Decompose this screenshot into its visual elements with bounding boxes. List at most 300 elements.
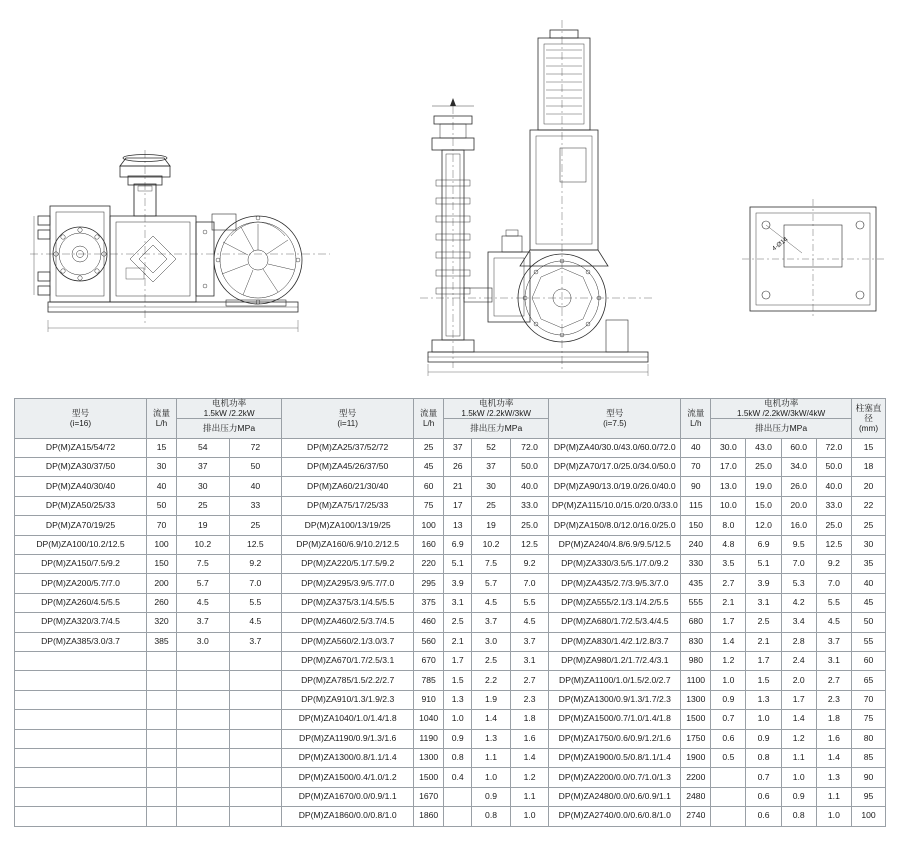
plunger-diameter-cell: 70 <box>852 690 886 709</box>
side-view-svg <box>30 150 370 350</box>
i11-pressure-cell: 1.8 <box>510 710 549 729</box>
header-power-i16-sub: 1.5kW /2.2kW <box>203 408 255 418</box>
i75-pressure-cell: 12.5 <box>816 535 851 554</box>
i75-pressure-cell: 1.7 <box>746 651 781 670</box>
i11-model-cell: DP(M)ZA45/26/37/50 <box>282 458 414 477</box>
i75-pressure-cell: 26.0 <box>781 477 816 496</box>
i11-pressure-cell: 72.0 <box>510 438 549 457</box>
i11-pressure-cell <box>444 787 472 806</box>
i75-pressure-cell: 0.6 <box>711 729 746 748</box>
i11-pressure-cell: 1.4 <box>472 710 511 729</box>
i75-pressure-cell: 0.6 <box>746 787 781 806</box>
header-power-i16 <box>177 399 282 419</box>
i11-pressure-cell: 7.5 <box>472 555 511 574</box>
i11-pressure-cell: 1.9 <box>472 690 511 709</box>
i11-pressure-cell: 30 <box>472 477 511 496</box>
i75-pressure-cell: 1.4 <box>816 748 851 767</box>
i75-pressure-cell: 2.1 <box>711 593 746 612</box>
i75-flow-cell: 240 <box>681 535 711 554</box>
header-model-i75-title: 型号 <box>606 407 624 418</box>
table-row <box>15 613 886 632</box>
i75-flow-cell: 2200 <box>681 768 711 787</box>
i75-pressure-cell: 3.7 <box>816 632 851 651</box>
i11-pressure-cell: 1.3 <box>472 729 511 748</box>
i11-pressure-cell: 12.5 <box>510 535 549 554</box>
i16-pressure-cell: 40 <box>229 477 282 496</box>
i11-pressure-cell: 3.9 <box>444 574 472 593</box>
i75-pressure-cell: 12.0 <box>746 516 781 535</box>
i16-pressure-empty <box>177 690 230 709</box>
i16-model-empty <box>15 768 147 787</box>
i16-pressure-cell: 25 <box>177 496 230 515</box>
i16-pressure-cell: 9.2 <box>229 555 282 574</box>
i11-pressure-cell: 25.0 <box>510 516 549 535</box>
header-power-i11 <box>444 399 549 419</box>
i16-flow-empty <box>147 710 177 729</box>
i16-pressure-cell: 19 <box>177 516 230 535</box>
header-model-i11-sub: (i=11) <box>337 418 358 428</box>
i11-model-cell: DP(M)ZA910/1.3/1.9/2.3 <box>282 690 414 709</box>
header-plunger-diameter-title: 柱塞直径 <box>855 402 882 423</box>
table-row <box>15 593 886 612</box>
i75-pressure-cell: 20.0 <box>781 496 816 515</box>
i75-pressure-cell: 1.1 <box>781 748 816 767</box>
table-row <box>15 729 886 748</box>
i11-flow-cell: 1300 <box>414 748 444 767</box>
header-row-1 <box>15 399 886 419</box>
plunger-diameter-cell: 25 <box>852 516 886 535</box>
i11-pressure-cell: 2.7 <box>510 671 549 690</box>
plunger-diameter-cell: 45 <box>852 593 886 612</box>
i75-flow-cell: 1900 <box>681 748 711 767</box>
i75-model-cell: DP(M)ZA2740/0.0/0.6/0.8/1.0 <box>549 807 681 826</box>
i16-model-cell: DP(M)ZA200/5.7/7.0 <box>15 574 147 593</box>
i11-pressure-cell: 10.2 <box>472 535 511 554</box>
i16-pressure-empty <box>177 787 230 806</box>
i11-pressure-cell: 1.1 <box>510 787 549 806</box>
i11-pressure-cell: 37 <box>472 458 511 477</box>
i75-pressure-cell: 1.4 <box>711 632 746 651</box>
i16-flow-cell: 260 <box>147 593 177 612</box>
i16-flow-empty <box>147 787 177 806</box>
i75-pressure-cell: 25.0 <box>746 458 781 477</box>
i16-pressure-cell: 54 <box>177 438 230 457</box>
i11-pressure-cell: 1.1 <box>472 748 511 767</box>
i75-pressure-cell: 3.9 <box>746 574 781 593</box>
i75-pressure-cell: 1.2 <box>781 729 816 748</box>
i11-flow-cell: 375 <box>414 593 444 612</box>
table-row <box>15 555 886 574</box>
i75-pressure-cell: 1.0 <box>746 710 781 729</box>
i16-model-empty <box>15 807 147 826</box>
base-plate-svg <box>740 195 890 330</box>
i11-pressure-cell: 0.8 <box>444 748 472 767</box>
i11-pressure-cell: 37 <box>444 438 472 457</box>
i16-pressure-empty <box>229 671 282 690</box>
i75-model-cell: DP(M)ZA1100/1.0/1.5/2.0/2.7 <box>549 671 681 690</box>
header-flow-i11 <box>414 399 444 439</box>
i75-pressure-cell: 0.8 <box>781 807 816 826</box>
i11-flow-cell: 1190 <box>414 729 444 748</box>
i75-flow-cell: 70 <box>681 458 711 477</box>
header-pressure-i16: 排出压力MPa <box>177 419 282 438</box>
i75-model-cell: DP(M)ZA1900/0.5/0.8/1.1/1.4 <box>549 748 681 767</box>
i11-pressure-cell: 1.0 <box>444 710 472 729</box>
table-row <box>15 807 886 826</box>
i11-model-cell: DP(M)ZA375/3.1/4.5/5.5 <box>282 593 414 612</box>
technical-drawings-area <box>0 0 900 390</box>
i75-pressure-cell: 5.1 <box>746 555 781 574</box>
i16-flow-cell: 40 <box>147 477 177 496</box>
header-flow-i75-title: 流量 <box>687 407 705 418</box>
i75-model-cell: DP(M)ZA1750/0.6/0.9/1.2/1.6 <box>549 729 681 748</box>
i16-pressure-cell: 25 <box>229 516 282 535</box>
i75-flow-cell: 555 <box>681 593 711 612</box>
i16-flow-cell: 150 <box>147 555 177 574</box>
i11-pressure-cell: 4.5 <box>510 613 549 632</box>
i75-flow-cell: 90 <box>681 477 711 496</box>
header-model-i16-sub: (i=16) <box>69 418 92 428</box>
i11-pressure-cell: 33.0 <box>510 496 549 515</box>
i75-pressure-cell: 7.0 <box>816 574 851 593</box>
i11-model-cell: DP(M)ZA560/2.1/3.0/3.7 <box>282 632 414 651</box>
i75-pressure-cell <box>711 768 746 787</box>
i11-pressure-cell: 1.5 <box>444 671 472 690</box>
i75-pressure-cell: 3.4 <box>781 613 816 632</box>
i75-pressure-cell: 72.0 <box>816 438 851 457</box>
i11-flow-cell: 1500 <box>414 768 444 787</box>
i75-pressure-cell: 1.7 <box>711 613 746 632</box>
specifications-table-container <box>14 398 886 827</box>
table-row <box>15 710 886 729</box>
i75-flow-cell: 680 <box>681 613 711 632</box>
i75-model-cell: DP(M)ZA150/8.0/12.0/16.0/25.0 <box>549 516 681 535</box>
i75-pressure-cell: 0.8 <box>746 748 781 767</box>
header-flow-i75 <box>681 399 711 439</box>
i75-model-cell: DP(M)ZA70/17.0/25.0/34.0/50.0 <box>549 458 681 477</box>
header-power-i75-sub: 1.5kW /2.2kW/3kW/4kW <box>737 408 826 418</box>
i16-pressure-cell: 3.0 <box>177 632 230 651</box>
table-row <box>15 516 886 535</box>
table-row <box>15 787 886 806</box>
i11-pressure-cell: 1.7 <box>444 651 472 670</box>
i11-pressure-cell: 25 <box>472 496 511 515</box>
i75-pressure-cell: 2.0 <box>781 671 816 690</box>
i11-pressure-cell: 26 <box>444 458 472 477</box>
i11-model-cell: DP(M)ZA295/3.9/5.7/7.0 <box>282 574 414 593</box>
i11-pressure-cell: 5.5 <box>510 593 549 612</box>
i75-pressure-cell: 3.1 <box>746 593 781 612</box>
i11-model-cell: DP(M)ZA785/1.5/2.2/2.7 <box>282 671 414 690</box>
i11-pressure-cell: 9.2 <box>510 555 549 574</box>
i11-flow-cell: 1860 <box>414 807 444 826</box>
i75-pressure-cell: 2.8 <box>781 632 816 651</box>
pump-specifications-table <box>14 398 886 827</box>
i75-pressure-cell: 2.1 <box>746 632 781 651</box>
i16-pressure-empty <box>229 729 282 748</box>
i75-pressure-cell: 4.8 <box>711 535 746 554</box>
i16-model-cell: DP(M)ZA70/19/25 <box>15 516 147 535</box>
i11-flow-cell: 1670 <box>414 787 444 806</box>
table-row <box>15 477 886 496</box>
i75-flow-cell: 2480 <box>681 787 711 806</box>
i75-model-cell: DP(M)ZA830/1.4/2.1/2.8/3.7 <box>549 632 681 651</box>
i11-pressure-cell: 1.2 <box>510 768 549 787</box>
i75-pressure-cell: 5.3 <box>781 574 816 593</box>
i11-model-cell: DP(M)ZA460/2.5/3.7/4.5 <box>282 613 414 632</box>
i75-pressure-cell: 8.0 <box>711 516 746 535</box>
i75-pressure-cell: 0.7 <box>711 710 746 729</box>
i16-model-cell: DP(M)ZA385/3.0/3.7 <box>15 632 147 651</box>
i16-model-empty <box>15 710 147 729</box>
i11-pressure-cell: 2.2 <box>472 671 511 690</box>
i16-flow-empty <box>147 768 177 787</box>
i16-pressure-empty <box>177 710 230 729</box>
i75-pressure-cell: 2.7 <box>816 671 851 690</box>
i16-pressure-cell: 72 <box>229 438 282 457</box>
table-body <box>15 438 886 826</box>
i75-pressure-cell: 1.3 <box>746 690 781 709</box>
i75-pressure-cell: 17.0 <box>711 458 746 477</box>
plunger-diameter-cell: 65 <box>852 671 886 690</box>
plunger-diameter-cell: 18 <box>852 458 886 477</box>
i75-model-cell: DP(M)ZA2200/0.0/0.7/1.0/1.3 <box>549 768 681 787</box>
i16-pressure-empty <box>177 729 230 748</box>
header-plunger-diameter-unit: (mm) <box>858 423 879 433</box>
i16-flow-cell: 100 <box>147 535 177 554</box>
i16-pressure-empty <box>177 768 230 787</box>
header-model-i75-sub: (i=7.5) <box>603 418 627 428</box>
i75-model-cell: DP(M)ZA980/1.2/1.7/2.4/3.1 <box>549 651 681 670</box>
header-pressure-i11: 排出压力MPa <box>444 419 549 438</box>
i75-pressure-cell: 4.2 <box>781 593 816 612</box>
header-flow-i11-title: 流量 <box>420 407 438 418</box>
i11-model-cell: DP(M)ZA1860/0.0/0.8/1.0 <box>282 807 414 826</box>
header-model-i16-title: 型号 <box>71 407 90 418</box>
i16-flow-empty <box>147 748 177 767</box>
i75-pressure-cell: 1.8 <box>816 710 851 729</box>
i75-pressure-cell: 1.5 <box>746 671 781 690</box>
header-power-i16-title: 电机功率 <box>211 398 247 408</box>
i11-pressure-cell: 3.7 <box>472 613 511 632</box>
i75-pressure-cell: 0.5 <box>711 748 746 767</box>
plunger-diameter-cell: 90 <box>852 768 886 787</box>
i11-flow-cell: 75 <box>414 496 444 515</box>
header-plunger-diameter <box>852 399 886 439</box>
i11-pressure-cell: 2.3 <box>510 690 549 709</box>
plunger-diameter-cell: 15 <box>852 438 886 457</box>
i11-model-cell: DP(M)ZA25/37/52/72 <box>282 438 414 457</box>
i16-pressure-empty <box>229 651 282 670</box>
i75-pressure-cell: 5.5 <box>816 593 851 612</box>
i11-pressure-cell: 1.6 <box>510 729 549 748</box>
i16-pressure-empty <box>177 651 230 670</box>
i11-pressure-cell: 1.4 <box>510 748 549 767</box>
i16-model-empty <box>15 671 147 690</box>
i11-pressure-cell: 0.4 <box>444 768 472 787</box>
plunger-diameter-cell: 50 <box>852 613 886 632</box>
i16-flow-empty <box>147 690 177 709</box>
i16-model-cell: DP(M)ZA320/3.7/4.5 <box>15 613 147 632</box>
i16-flow-empty <box>147 729 177 748</box>
i75-flow-cell: 1750 <box>681 729 711 748</box>
i75-pressure-cell <box>711 807 746 826</box>
i75-pressure-cell: 1.1 <box>816 787 851 806</box>
i16-flow-cell: 200 <box>147 574 177 593</box>
plunger-diameter-cell: 80 <box>852 729 886 748</box>
header-pressure-i75: 排出压力MPa <box>711 419 852 438</box>
i16-flow-cell: 30 <box>147 458 177 477</box>
table-row <box>15 748 886 767</box>
i11-pressure-cell: 19 <box>472 516 511 535</box>
i16-model-empty <box>15 690 147 709</box>
i16-model-empty <box>15 787 147 806</box>
i75-flow-cell: 435 <box>681 574 711 593</box>
header-power-i75-title: 电机功率 <box>763 398 799 408</box>
i75-model-cell: DP(M)ZA1500/0.7/1.0/1.4/1.8 <box>549 710 681 729</box>
i11-pressure-cell: 5.1 <box>444 555 472 574</box>
i75-pressure-cell: 0.9 <box>781 787 816 806</box>
i16-flow-empty <box>147 671 177 690</box>
i11-model-cell: DP(M)ZA160/6.9/10.2/12.5 <box>282 535 414 554</box>
header-model-i11-title: 型号 <box>339 407 357 418</box>
i11-flow-cell: 670 <box>414 651 444 670</box>
table-row <box>15 574 886 593</box>
i11-model-cell: DP(M)ZA75/17/25/33 <box>282 496 414 515</box>
i75-pressure-cell: 3.5 <box>711 555 746 574</box>
i75-pressure-cell: 2.7 <box>711 574 746 593</box>
i75-pressure-cell: 9.2 <box>816 555 851 574</box>
i11-model-cell: DP(M)ZA1500/0.4/1.0/1.2 <box>282 768 414 787</box>
header-model-i11 <box>282 399 414 439</box>
i11-pressure-cell: 17 <box>444 496 472 515</box>
pump-assembly-front-view <box>410 20 700 385</box>
header-flow-i75-unit: L/h <box>690 418 702 428</box>
plunger-diameter-cell: 20 <box>852 477 886 496</box>
plunger-diameter-cell: 35 <box>852 555 886 574</box>
header-flow-i16-unit: L/h <box>155 418 168 428</box>
i11-pressure-cell: 1.0 <box>510 807 549 826</box>
i16-pressure-cell: 10.2 <box>177 535 230 554</box>
table-row <box>15 671 886 690</box>
i75-pressure-cell: 3.1 <box>816 651 851 670</box>
i11-pressure-cell: 0.9 <box>444 729 472 748</box>
table-head <box>15 399 886 439</box>
i16-pressure-cell: 12.5 <box>229 535 282 554</box>
i16-flow-empty <box>147 807 177 826</box>
i75-model-cell: DP(M)ZA115/10.0/15.0/20.0/33.0 <box>549 496 681 515</box>
i11-pressure-cell: 0.8 <box>472 807 511 826</box>
i75-model-cell: DP(M)ZA680/1.7/2.5/3.4/4.5 <box>549 613 681 632</box>
i75-flow-cell: 40 <box>681 438 711 457</box>
i11-model-cell: DP(M)ZA1670/0.0/0.9/1.1 <box>282 787 414 806</box>
i75-pressure-cell: 0.9 <box>746 729 781 748</box>
i75-pressure-cell: 0.7 <box>746 768 781 787</box>
i75-pressure-cell: 60.0 <box>781 438 816 457</box>
plunger-diameter-cell: 95 <box>852 787 886 806</box>
i75-pressure-cell <box>711 787 746 806</box>
i16-model-cell: DP(M)ZA260/4.5/5.5 <box>15 593 147 612</box>
header-flow-i11-unit: L/h <box>422 418 435 428</box>
i11-model-cell: DP(M)ZA670/1.7/2.5/3.1 <box>282 651 414 670</box>
i16-pressure-empty <box>229 807 282 826</box>
base-plate-top-view <box>740 195 890 335</box>
front-view-svg <box>410 20 700 380</box>
header-model-i75 <box>549 399 681 439</box>
i75-pressure-cell: 1.0 <box>816 807 851 826</box>
i16-model-empty <box>15 729 147 748</box>
i16-pressure-cell: 30 <box>177 477 230 496</box>
i16-model-cell: DP(M)ZA15/54/72 <box>15 438 147 457</box>
i16-pressure-empty <box>229 787 282 806</box>
i16-model-cell: DP(M)ZA30/37/50 <box>15 458 147 477</box>
i16-pressure-empty <box>177 748 230 767</box>
i11-pressure-cell: 1.0 <box>472 768 511 787</box>
i16-pressure-cell: 7.0 <box>229 574 282 593</box>
i11-flow-cell: 460 <box>414 613 444 632</box>
i11-pressure-cell: 7.0 <box>510 574 549 593</box>
i75-model-cell: DP(M)ZA435/2.7/3.9/5.3/7.0 <box>549 574 681 593</box>
i16-model-cell: DP(M)ZA150/7.5/9.2 <box>15 555 147 574</box>
i75-pressure-cell: 9.5 <box>781 535 816 554</box>
i11-pressure-cell: 1.3 <box>444 690 472 709</box>
i16-pressure-cell: 5.7 <box>177 574 230 593</box>
i11-flow-cell: 910 <box>414 690 444 709</box>
table-row <box>15 632 886 651</box>
i75-pressure-cell: 1.0 <box>711 671 746 690</box>
i16-pressure-empty <box>177 807 230 826</box>
i11-flow-cell: 60 <box>414 477 444 496</box>
i16-model-empty <box>15 651 147 670</box>
i16-pressure-cell: 37 <box>177 458 230 477</box>
i16-pressure-cell: 4.5 <box>229 613 282 632</box>
i16-flow-cell: 50 <box>147 496 177 515</box>
plunger-diameter-cell: 40 <box>852 574 886 593</box>
i75-pressure-cell: 25.0 <box>816 516 851 535</box>
i16-pressure-empty <box>229 690 282 709</box>
i75-pressure-cell: 43.0 <box>746 438 781 457</box>
i11-model-cell: DP(M)ZA60/21/30/40 <box>282 477 414 496</box>
i75-model-cell: DP(M)ZA330/3.5/5.1/7.0/9.2 <box>549 555 681 574</box>
i75-flow-cell: 2740 <box>681 807 711 826</box>
i16-pressure-cell: 3.7 <box>229 632 282 651</box>
i75-pressure-cell: 1.6 <box>816 729 851 748</box>
i75-model-cell: DP(M)ZA90/13.0/19.0/26.0/40.0 <box>549 477 681 496</box>
i75-pressure-cell: 50.0 <box>816 458 851 477</box>
i11-flow-cell: 560 <box>414 632 444 651</box>
i16-model-cell: DP(M)ZA100/10.2/12.5 <box>15 535 147 554</box>
i11-pressure-cell: 13 <box>444 516 472 535</box>
i75-pressure-cell: 1.4 <box>781 710 816 729</box>
plunger-diameter-cell: 30 <box>852 535 886 554</box>
i75-model-cell: DP(M)ZA2480/0.0/0.6/0.9/1.1 <box>549 787 681 806</box>
header-flow-i16-title: 流量 <box>152 407 171 418</box>
i75-pressure-cell: 1.7 <box>781 690 816 709</box>
i75-flow-cell: 980 <box>681 651 711 670</box>
i11-pressure-cell: 3.1 <box>444 593 472 612</box>
i11-flow-cell: 25 <box>414 438 444 457</box>
i16-flow-cell: 320 <box>147 613 177 632</box>
header-flow-i16 <box>147 399 177 439</box>
table-row <box>15 535 886 554</box>
i11-pressure-cell: 0.9 <box>472 787 511 806</box>
i75-pressure-cell: 1.0 <box>781 768 816 787</box>
i16-pressure-cell: 5.5 <box>229 593 282 612</box>
i75-model-cell: DP(M)ZA240/4.8/6.9/9.5/12.5 <box>549 535 681 554</box>
i75-pressure-cell: 2.4 <box>781 651 816 670</box>
i75-pressure-cell: 34.0 <box>781 458 816 477</box>
i16-flow-cell: 15 <box>147 438 177 457</box>
